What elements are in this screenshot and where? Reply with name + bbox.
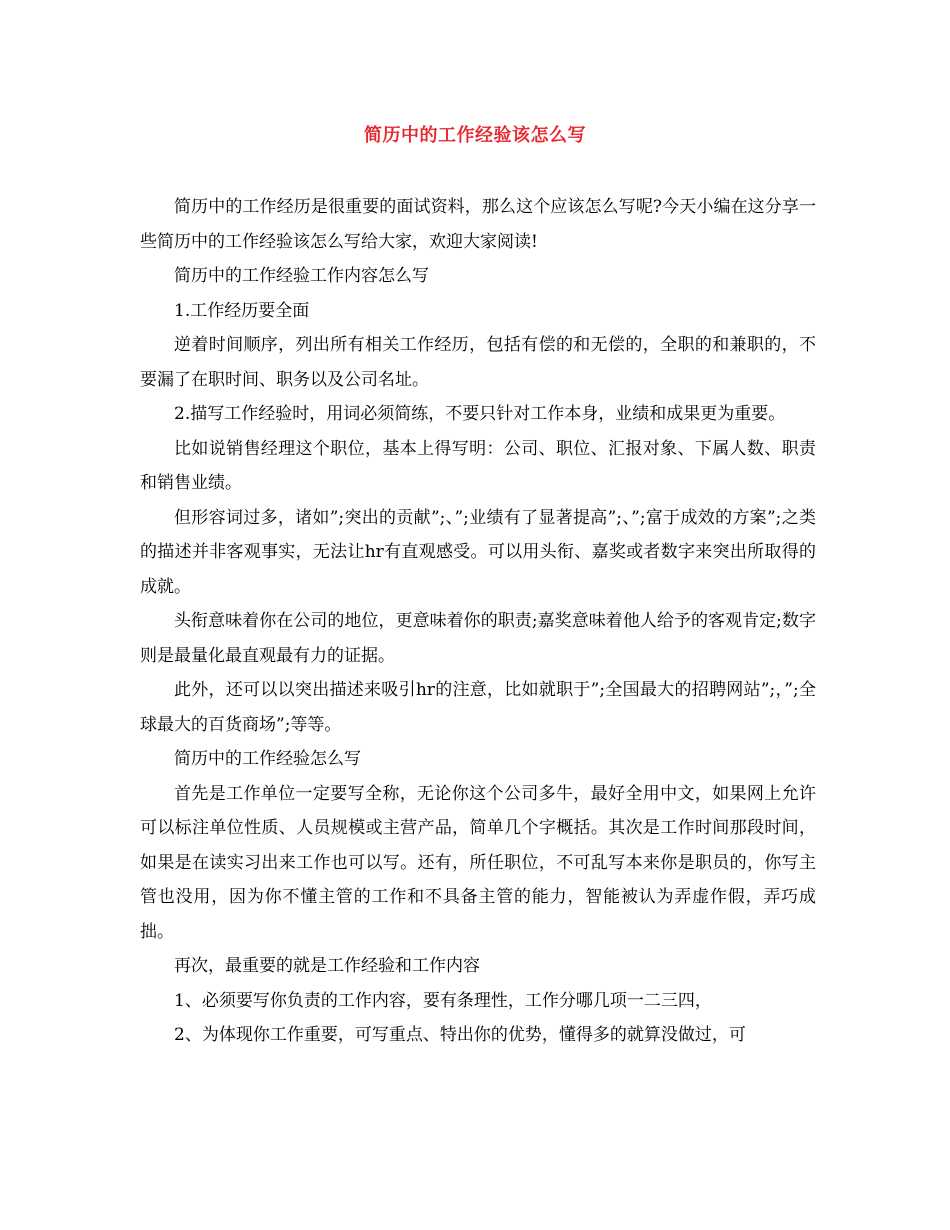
paragraph: 首先是工作单位一定要写全称，无论你这个公司多牛，最好全用中文，如果网上允许可以标注单位性质、人员规模或主营产品，简单几个字概括。其次是工作时间那段时间，如果是在读实习出来工作也可以写。还有，所任职位，不可乱写本来你是职员的，你写主管也没用，因为你不懂主管的工作和不具备主管的能力，智能被认为弄虚作假，弄巧成拙。 (140, 783, 816, 942)
paragraph: 逆着时间顺序，列出所有相关工作经历，包括有偿的和无偿的，全职的和兼职的，不要漏了在职时间、职务以及公司名址。 (140, 335, 816, 390)
list-item: 2、为体现你工作重要，可写重点、特出你的优势，懂得多的就算没做过，可 (174, 1025, 746, 1045)
paragraph: 头衔意味着你在公司的地位，更意味着你的职责;嘉奖意味着他人给予的客观肯定;数字则是最量化最直观最有力的证据。 (140, 611, 816, 666)
paragraph: 再次，最重要的就是工作经验和工作内容 (174, 956, 480, 976)
document-title: 简历中的工作经验该怎么写 (364, 125, 586, 146)
document-body (140, 190, 816, 1053)
paragraph: 简历中的工作经历是很重要的面试资料，那么这个应该怎么写呢?今天小编在这分享一些简历中的工作经验该怎么写给大家，欢迎大家阅读! (140, 197, 816, 252)
list-item-heading: 2.描写工作经验时，用词必须简练，不要只针对工作本身，业绩和成果更为重要。 (174, 404, 786, 424)
paragraph: 但形容词过多，诸如”;突出的贡献”;、”;业绩有了显著提高”;、”;富于成效的方案”;之类的描述并非客观事实，无法让hr有直观感受。可以用头衔、嘉奖或者数字来突出所取得的成就。 (140, 507, 816, 597)
paragraph: 比如说销售经理这个职位，基本上得写明：公司、职位、汇报对象、下属人数、职责和销售业绩。 (140, 438, 816, 493)
list-item: 1、必须要写你负责的工作内容，要有条理性，工作分哪几项一二三四， (174, 990, 712, 1011)
paragraph: 此外，还可以以突出描述来吸引hr的注意，比如就职于”;全国最大的招聘网站”;，”;全球最大的百货商场”;等等。 (140, 680, 816, 735)
section-heading: 简历中的工作经验怎么写 (174, 749, 361, 769)
list-item-heading: 1.工作经历要全面 (174, 300, 310, 321)
section-heading: 简历中的工作经验工作内容怎么写 (174, 266, 429, 286)
